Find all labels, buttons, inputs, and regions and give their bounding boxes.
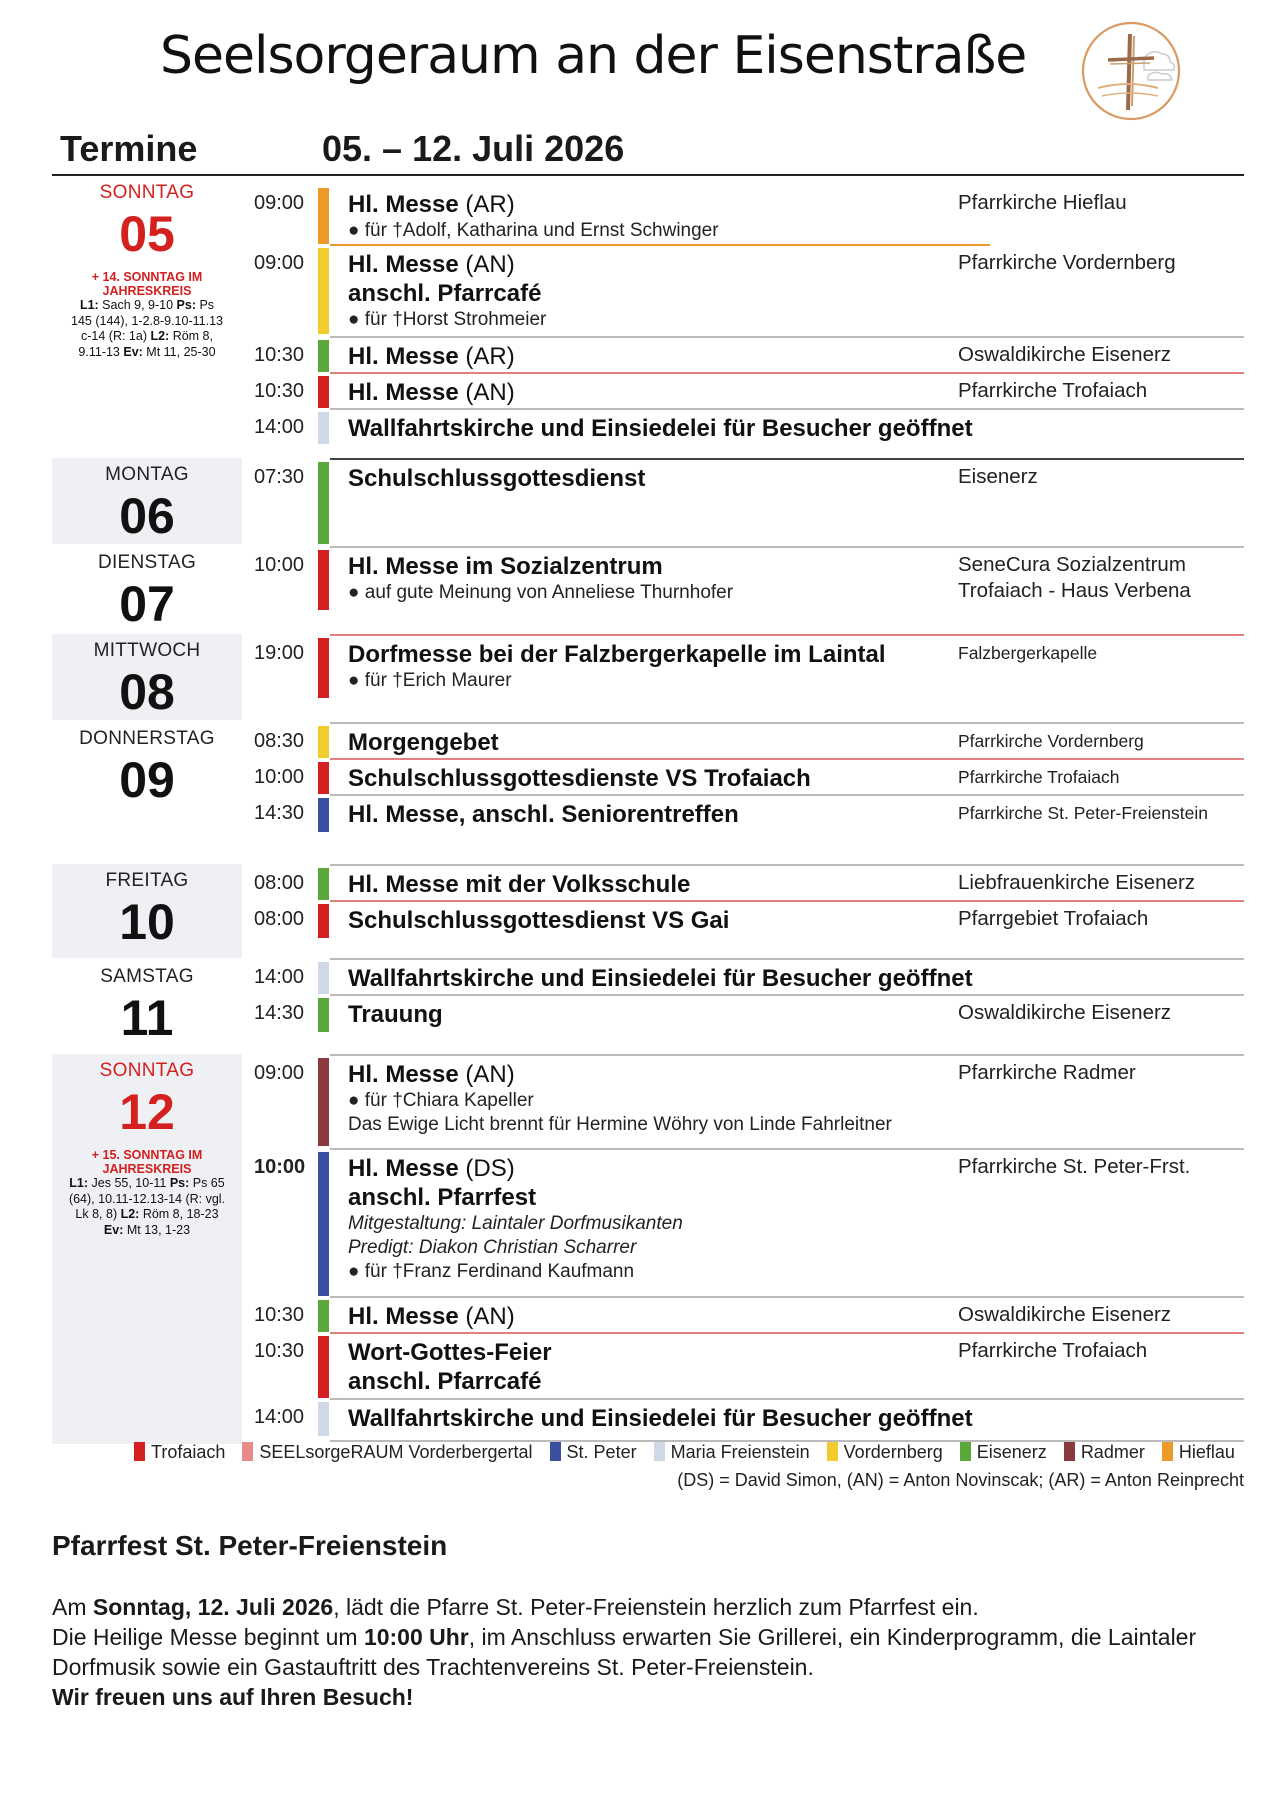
event-note: ● für †Horst Strohmeier [348,309,547,330]
legend-item: Radmer [1062,1442,1145,1462]
day-weekday: SONNTAG [99,1060,195,1081]
event-color-bar [318,412,329,444]
event-row [248,722,1244,758]
event-title-extra: anschl. Pfarrcafé [348,1368,542,1395]
day-number: 12 [119,1084,175,1140]
event-place: Pfarrkirche St. Peter-Frst. [958,1155,1191,1178]
day-readings: L1: Sach 9, 9-10 Ps: Ps 145 (144), 1-2.8-9.10-11.13 c-14 (R: 1a) L2: Röm 8, 9.11-13 Ev: Mt 11, 25-30 [71,298,223,359]
day-weekday: DIENSTAG [97,552,197,573]
event-note: ● für †Adolf, Katharina und Ernst Schwinger [348,220,719,241]
event-title: Hl. Messe (AN) [348,379,515,406]
event-title: Hl. Messe (AN) [348,1061,515,1088]
event-content [348,250,968,332]
event-color-bar [318,998,329,1032]
legend-swatch [960,1442,971,1461]
fest-heading: Pfarrfest St. Peter-Freienstein [52,1530,448,1561]
event-time: 10:30 [254,344,305,366]
event-time: 14:30 [254,1002,305,1024]
event-time: 14:30 [254,802,305,824]
event-content [348,640,968,693]
event-content [348,1154,968,1284]
fest-text: Am Sonntag, 12. Juli 2026, lädt die Pfarre St. Peter-Freienstein herzlich zum Pfarrfest ein. Die Heilige Messe beginnt um 10:00 Uhr, im Anschluss erwarten Sie Grillerei, ein Kinderprogramm, die Laintaler Dorfmusik sowie ein Gastauftritt des Trachtenvereins St. Peter-Freienstein. Wir freuen uns auf Ihren Besuch! [52,1594,1197,1710]
event-place: Liebfrauenkirche Eisenerz [958,871,1196,894]
event-content [348,414,1228,443]
day-weekday: MONTAG [105,464,189,485]
event-divider [330,372,1244,374]
day-readings: L1: Jes 55, 10-11 Ps: Ps 65 (64), 10.11-12.13-14 (R: vgl. Lk 8, 8) L2: Röm 8, 18-23 Ev: Mt 13, 1-23 [68,1176,226,1237]
day-number: 09 [119,752,175,808]
event-title: Wort-Gottes-Feier [348,1339,552,1366]
event-time: 14:00 [254,416,305,438]
event-color-bar [318,550,329,610]
event-row [248,1332,1244,1398]
event-title: Hl. Messe (AN) [348,251,515,278]
day-wednesday-08 [52,634,242,720]
event-divider [330,794,1244,796]
event-content [348,906,968,935]
event-divider [330,864,1244,866]
legend-swatch [550,1442,561,1461]
event-note: ● auf gute Meinung von Anneliese Thurnhofer [348,582,734,603]
event-row [248,244,1244,336]
day-weekday: FREITAG [105,870,189,891]
event-content [348,190,968,243]
event-time: 14:00 [254,966,305,988]
event-divider [330,958,1244,960]
event-row [248,994,1244,1052]
legend-item: SEELsorgeRAUM Vorderbergertal [240,1442,532,1462]
event-content [348,342,968,371]
event-time: 10:30 [254,1304,305,1326]
event-time: 09:00 [254,1062,305,1084]
event-place: Falzbergerkapelle [958,643,1098,663]
event-note: ● für †Franz Ferdinand Kaufmann [348,1261,635,1282]
event-title: Hl. Messe (AN) [348,1303,515,1330]
event-color-bar [318,376,329,408]
event-divider [330,1054,1244,1056]
event-row [248,1296,1244,1332]
event-row [248,1398,1244,1442]
event-place: Pfarrgebiet Trofaiach [958,907,1149,930]
event-content [348,1302,968,1331]
event-row [248,458,1244,544]
event-place: Pfarrkirche Trofaiach [958,1339,1148,1362]
legend-item: Eisenerz [958,1442,1047,1462]
event-note: Predigt: Diakon Christian Scharrer [348,1237,637,1258]
event-title: Morgengebet [348,729,499,756]
event-note: ● für †Chiara Kapeller [348,1090,534,1111]
event-title-extra: anschl. Pfarrcafé [348,280,542,307]
cross-logo-icon [1078,18,1184,124]
event-divider [330,994,1244,996]
event-time: 08:00 [254,908,305,930]
event-color-bar [318,1402,329,1436]
event-divider [330,634,1244,636]
event-content [348,800,968,829]
legend-swatch [654,1442,665,1461]
event-color-bar [318,1300,329,1332]
event-place: Pfarrkirche Trofaiach [958,767,1120,787]
event-place: Oswaldikirche Eisenerz [958,1001,1172,1024]
abbreviations: (DS) = David Simon, (AN) = Anton Novinscak; (AR) = Anton Reinprecht [677,1470,1244,1490]
event-title: Hl. Messe (DS) [348,1155,515,1182]
event-row [248,794,1244,858]
event-divider [330,546,1244,548]
event-place: Eisenerz [958,465,1038,488]
day-number: 06 [119,488,175,544]
event-row [248,758,1244,794]
event-content [348,1404,1228,1433]
event-color-bar [318,868,329,900]
day-weekday: MITTWOCH [93,640,201,661]
day-saturday-11 [52,960,242,1052]
event-color-bar [318,726,329,758]
event-time: 09:00 [254,192,305,214]
event-note: Das Ewige Licht brennt für Hermine Wöhry von Linde Fahrleitner [348,1114,892,1135]
event-content [348,464,968,493]
event-color-bar [318,340,329,372]
fest-closing: Wir freuen uns auf Ihren Besuch! [52,1684,414,1710]
event-color-bar [318,248,329,334]
event-color-bar [318,798,329,832]
legend-swatch [1064,1442,1075,1461]
color-legend [132,1442,1245,1463]
event-color-bar [318,762,329,794]
event-content [348,870,968,899]
event-title: Wallfahrtskirche und Einsiedelei für Besucher geöffnet [348,965,973,992]
event-place: Pfarrkirche Vordernberg [958,731,1144,751]
event-row [248,900,1244,958]
event-content [348,1338,968,1396]
event-place: Pfarrkirche Hieflau [958,191,1127,214]
event-divider [330,900,1244,902]
event-content [348,378,968,407]
event-place: Pfarrkirche St. Peter-Freienstein [958,803,1208,823]
event-divider [330,758,1244,760]
event-row [248,958,1244,994]
event-title-extra: anschl. Pfarrfest [348,1184,537,1211]
event-title: Schulschlussgottesdienste VS Trofaiach [348,765,811,792]
legend-swatch [134,1442,145,1461]
event-title: Hl. Messe (AR) [348,343,515,370]
event-divider [330,1296,1244,1298]
event-divider [330,722,1244,724]
day-friday-10 [52,864,242,958]
event-row [248,336,1244,372]
event-row [248,546,1244,632]
event-title: Schulschlussgottesdienst VS Gai [348,907,730,934]
day-number: 08 [119,664,175,720]
event-title: Wallfahrtskirche und Einsiedelei für Besucher geöffnet [348,1405,973,1432]
event-color-bar [318,462,329,544]
page-title: Seelsorgeraum an der Eisenstraße [160,26,1027,86]
legend-item: Maria Freienstein [652,1442,810,1462]
event-time: 07:30 [254,466,305,488]
day-tuesday-07 [52,546,242,632]
event-title: Dorfmesse bei der Falzbergerkapelle im Laintal [348,641,886,668]
event-content [348,964,1228,993]
day-sunday-12 [52,1054,242,1444]
day-sunday-05 [52,176,242,456]
event-row [248,1148,1244,1296]
event-color-bar [318,1152,329,1296]
event-divider [330,458,1244,460]
week-range: 05. – 12. Juli 2026 [322,128,625,169]
legend-item: St. Peter [548,1442,637,1462]
event-time: 10:30 [254,380,305,402]
event-divider [330,1332,1244,1334]
event-divider [330,1148,1244,1150]
event-color-bar [318,1336,329,1398]
event-time: 19:00 [254,642,305,664]
event-time: 08:00 [254,872,305,894]
event-title: Hl. Messe, anschl. Seniorentreffen [348,801,739,828]
event-color-bar [318,638,329,698]
legend-swatch [242,1442,253,1461]
event-row [248,864,1244,900]
event-title: Trauung [348,1001,443,1028]
event-divider [330,408,1244,410]
day-number: 11 [120,990,174,1046]
event-time: 08:30 [254,730,305,752]
legend-swatch [827,1442,838,1461]
event-title: Hl. Messe im Sozialzentrum [348,553,663,580]
event-content [348,552,968,605]
day-feast: + 14. SONNTAG IM JAHRESKREIS [91,270,203,298]
event-content [348,728,968,757]
day-thursday-09 [52,722,242,858]
event-time: 10:00 [254,766,305,788]
event-row [248,1054,1244,1148]
legend-swatch [1162,1442,1173,1461]
event-divider [330,336,1244,338]
legend-item: Trofaiach [132,1442,225,1462]
event-title: Schulschlussgottesdienst [348,465,646,492]
event-note: ● für †Erich Maurer [348,670,512,691]
event-time: 10:30 [254,1340,305,1362]
termine-label: Termine [60,128,198,169]
event-row [248,634,1244,720]
event-note: Mitgestaltung: Laintaler Dorfmusikanten [348,1213,683,1234]
event-title: Hl. Messe mit der Volksschule [348,871,691,898]
day-weekday: SAMSTAG [100,966,194,987]
event-place: Pfarrkirche Radmer [958,1061,1136,1084]
event-color-bar [318,904,329,938]
event-divider [330,244,990,246]
day-number: 07 [119,576,175,632]
event-title: Hl. Messe (AR) [348,191,515,218]
event-time: 09:00 [254,252,305,274]
event-place: SeneCura Sozialzentrum Trofaiach - Haus Verbena [958,553,1191,602]
legend-item: Hieflau [1160,1442,1235,1462]
day-feast: + 15. SONNTAG IM JAHRESKREIS [91,1148,203,1176]
event-place: Oswaldikirche Eisenerz [958,1303,1172,1326]
day-number: 05 [119,206,175,262]
day-number: 10 [119,894,175,950]
legend-item: Vordernberg [825,1442,943,1462]
event-title: Wallfahrtskirche und Einsiedelei für Besucher geöffnet [348,415,973,442]
day-weekday: DONNERSTAG [79,728,215,749]
event-row [248,184,1244,244]
event-place: Oswaldikirche Eisenerz [958,343,1172,366]
event-color-bar [318,188,329,244]
event-place: Pfarrkirche Trofaiach [958,379,1148,402]
event-time: 14:00 [254,1406,305,1428]
event-content [348,1000,968,1029]
event-time: 10:00 [254,554,305,576]
event-color-bar [318,1058,329,1146]
day-monday-06 [52,458,242,544]
event-divider [330,1398,1244,1400]
event-row [248,372,1244,408]
event-row [248,408,1244,448]
day-weekday: SONNTAG [99,182,195,203]
event-time: 10:00 [254,1156,306,1178]
event-color-bar [318,962,329,994]
event-place: Pfarrkirche Vordernberg [958,251,1176,274]
event-content [348,764,968,793]
